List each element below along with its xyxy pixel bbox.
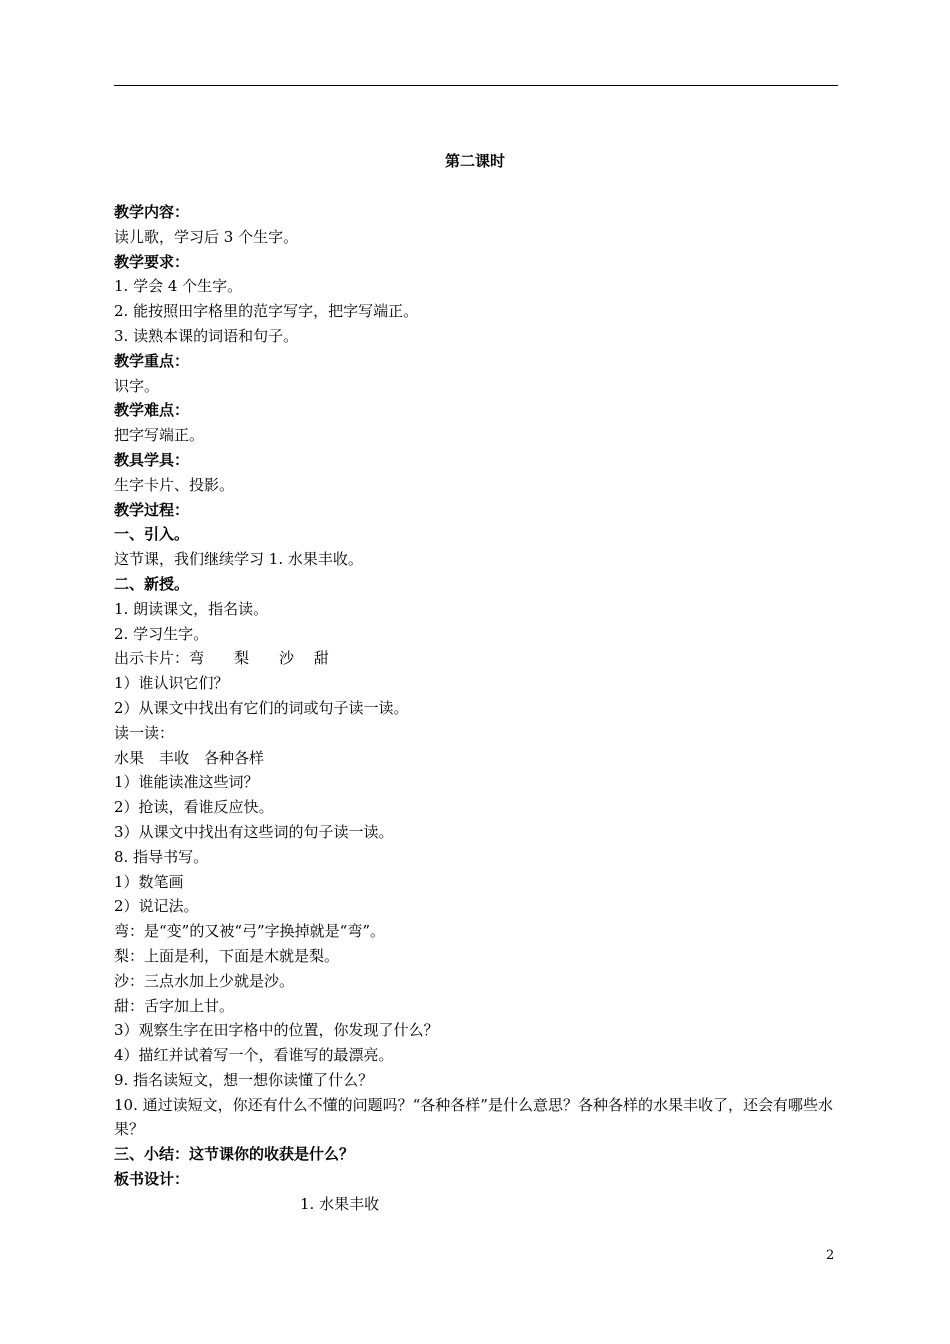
body-line: 2）抢读，看谁反应快。 (114, 798, 274, 817)
section-heading: 教具学具： (114, 450, 190, 469)
body-line: 甜：舌字加上甘。 (114, 996, 235, 1015)
section-heading: 教学内容： (114, 203, 190, 221)
body-line: 9. 指名读短文，想一想你读懂了什么？ (114, 1070, 374, 1089)
body-line: 3. 读熟本课的词语和句子。 (114, 326, 299, 345)
section-heading: 教学重点： (114, 351, 190, 370)
body-line: 1. 水果丰收 (300, 1194, 380, 1213)
page-number: 2 (826, 1248, 835, 1263)
section-heading: 教学过程： (114, 500, 190, 519)
section-heading: 三、小结：这节课你的收获是什么？ (114, 1145, 355, 1164)
body-line: 这节课，我们继续学习 1. 水果丰收。 (114, 550, 363, 569)
body-line: 梨：上面是利，下面是木就是梨。 (114, 946, 340, 965)
body-line: 1. 朗读课文，指名读。 (114, 599, 269, 618)
body-line: 读一读： (114, 723, 175, 742)
body-line: 水果 丰收 各种各样 (114, 748, 265, 767)
body-line: 3）从课文中找出有这些词的句子读一读。 (114, 822, 394, 841)
section-heading: 板书设计： (114, 1170, 190, 1189)
body-line: 出示卡片：弯 梨 沙 甜 (114, 649, 329, 668)
section-heading: 教学要求： (114, 252, 190, 271)
body-line: 1）谁能读准这些词？ (114, 773, 259, 792)
body-line: 识字。 (114, 376, 160, 395)
body-line: 10. 通过读短文，你还有什么不懂的问题吗？“各种各样”是什么意思？各种各样的水果丰收了，还会有哪些水果？ (114, 1095, 833, 1139)
lesson-body (114, 200, 838, 1217)
section-heading: 教学难点： (114, 401, 190, 420)
body-line: 4）描红并试着写一个，看谁写的最漂亮。 (114, 1046, 394, 1065)
body-line: 把字写端正。 (114, 426, 205, 445)
body-line: 3）观察生字在田字格中的位置，你发现了什么？ (114, 1021, 439, 1040)
body-line: 2）说记法。 (114, 897, 199, 916)
body-line: 2. 学习生字。 (114, 624, 209, 643)
lesson-title: 第二课时 (444, 152, 505, 170)
body-line: 2）从课文中找出有它们的词或句子读一读。 (114, 698, 409, 717)
section-heading: 一、引入。 (114, 525, 190, 544)
body-line: 1）谁认识它们？ (114, 674, 229, 693)
body-line: 生字卡片、投影。 (114, 475, 235, 494)
body-line: 2. 能按照田字格里的范字写字，把字写端正。 (114, 302, 419, 321)
body-line: 8. 指导书写。 (114, 847, 209, 866)
body-line: 读儿歌，学习后 3 个生字。 (114, 227, 299, 246)
header-rule (114, 85, 838, 86)
section-heading: 二、新授。 (114, 574, 190, 593)
body-line: 沙：三点水加上少就是沙。 (114, 971, 295, 990)
body-line: 1. 学会 4 个生字。 (114, 277, 243, 296)
body-line: 弯：是“变”的又被“弓”字换掉就是“弯”。 (114, 922, 386, 941)
body-line: 1）数笔画 (114, 872, 184, 891)
